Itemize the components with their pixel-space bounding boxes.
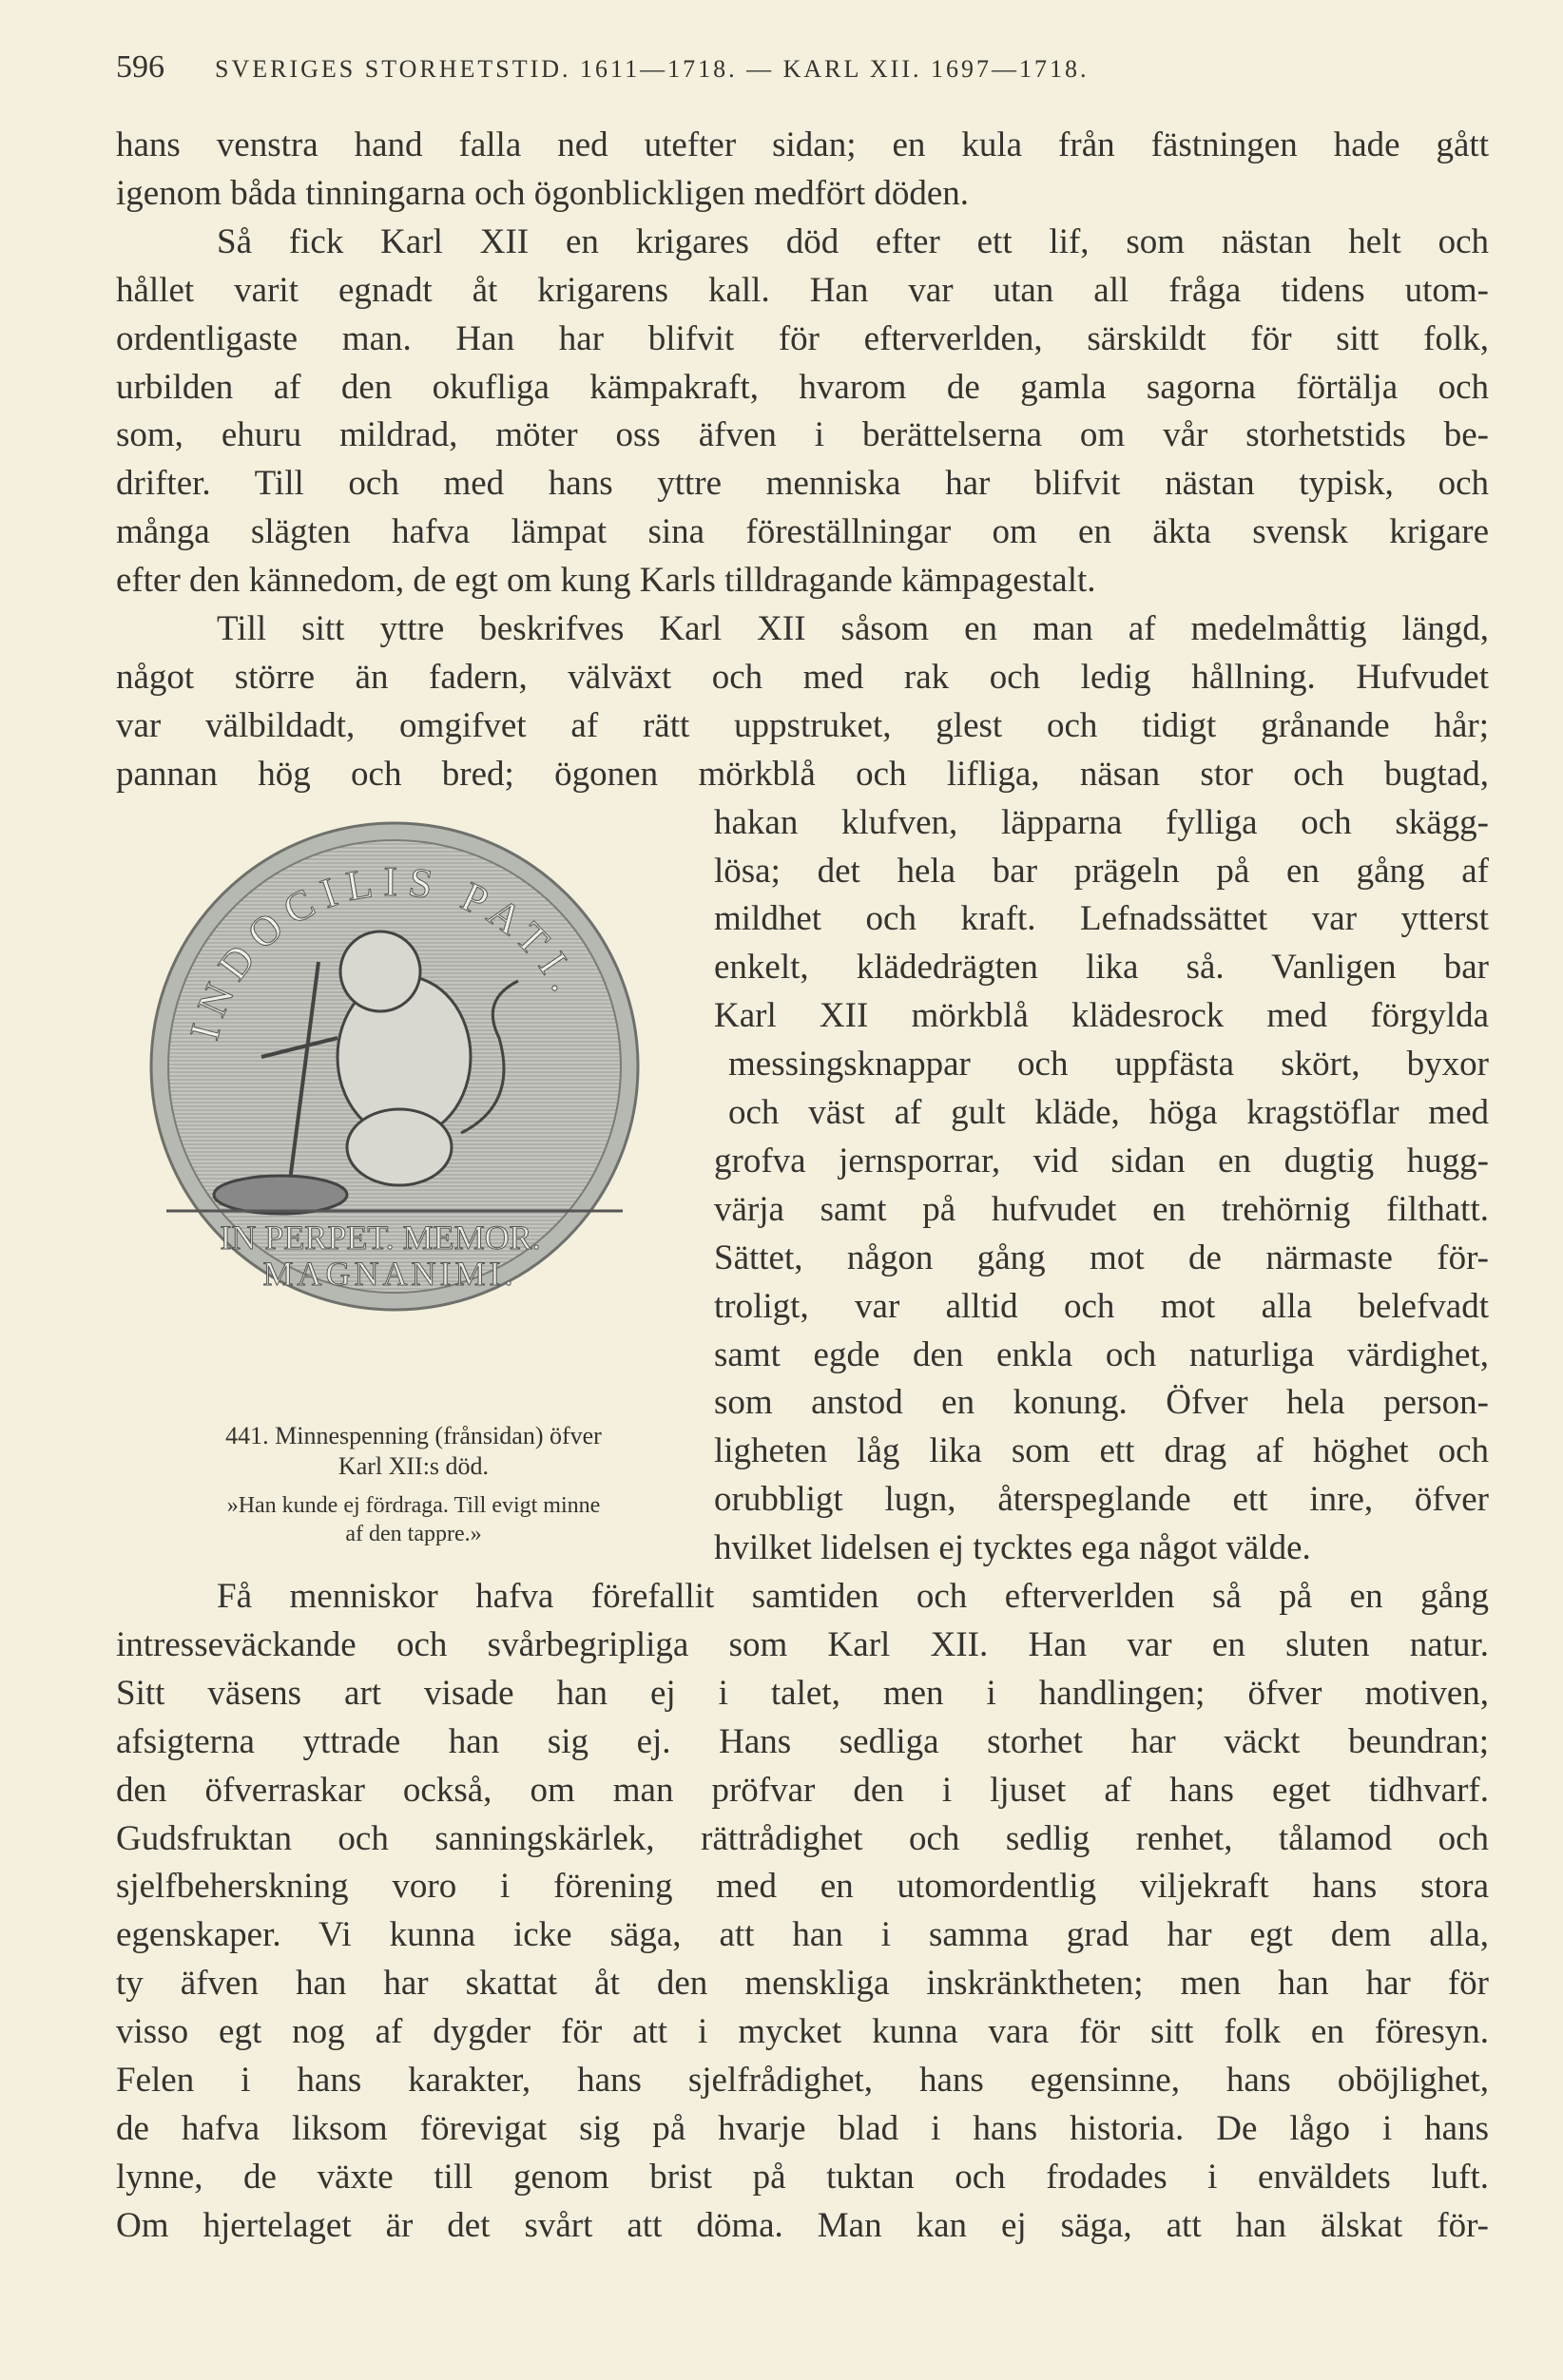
text-line: var välbildadt, omgifvet af rätt uppstruket, glest och tidigt grånande hår;	[116, 705, 1489, 745]
text-line: Om hjertelaget är det svårt att döma. Man kan ej säga, att han älskat för-	[116, 2205, 1489, 2245]
text-line: Gudsfruktan och sanningskärlek, rättrådighet och sedlig renhet, tålamod och	[116, 1818, 1489, 1858]
text-line: lynne, de växte till genom brist på tuktan och frodades i enväldets luft.	[116, 2157, 1489, 2197]
text-line: Sättet, någon gång mot de närmaste för-	[714, 1238, 1489, 1277]
text-line: visso egt nog af dygder för att i mycket kunna vara för sitt folk en föresyn.	[116, 2012, 1489, 2052]
text-line: Till sitt yttre beskrifves Karl XII såsom en man af medelmåttig längd,	[217, 609, 1489, 648]
text-line: drifter. Till och med hans yttre menniska har blifvit nästan typisk, och	[116, 464, 1489, 504]
text-line: som anstod en konung. Öfver hela person-	[714, 1383, 1489, 1423]
text-line: Felen i hans karakter, hans sjelfrådighet, hans egensinne, hans oböjlighet,	[116, 2061, 1489, 2100]
figure-caption-title-2: Karl XII:s död.	[338, 1452, 490, 1480]
text-line: hvilket lidelsen ej tycktes ega något välde.	[714, 1528, 1311, 1568]
text-line: Få menniskor hafva förefallit samtiden och efterverlden så på en gång	[217, 1577, 1489, 1616]
text-line: orubbligt lugn, återspeglande ett inre, öfver	[714, 1480, 1489, 1520]
text-line: hans venstra hand falla ned utefter sidan; en kula från fästningen hade gått	[116, 125, 1489, 164]
text-line: grofva jernsporrar, vid sidan en dugtig hugg-	[714, 1141, 1489, 1180]
text-line: ordentligaste man. Han har blifvit för efterverlden, särskildt för sitt folk,	[116, 318, 1489, 358]
text-line: urbilden af den okufliga kämpakraft, hvarom de gamla sagorna förtälja och	[116, 367, 1489, 407]
text-line: sjelfbeherskning voro i förening med en utomordentlig viljekraft hans stora	[116, 1867, 1489, 1907]
text-line: samt egde den enkla och naturliga värdighet,	[714, 1334, 1489, 1374]
text-line: värja samt på hufvudet en trehörnig filthatt.	[714, 1189, 1489, 1229]
text-line: mildhet och kraft. Lefnadssättet var ytterst	[714, 899, 1489, 939]
text-line: afsigterna yttrade han sig ej. Hans sedliga storhet har väckt beundran;	[116, 1721, 1489, 1761]
text-line: enkelt, klädedrägten lika så. Vanligen bar	[714, 948, 1489, 988]
text-line: och väst af gult kläde, höga kragstöflar med	[728, 1093, 1489, 1132]
medal-legend-top: INDOCILIS PATI.	[181, 857, 593, 1045]
text-line: Så fick Karl XII en krigares död efter ett lif, som nästan helt och	[217, 221, 1489, 261]
text-line: troligt, var alltid och mot alla belefvadt	[714, 1286, 1489, 1326]
text-line: något större än fadern, välväxt och med rak och ledig hållning. Hufvudet	[116, 657, 1489, 697]
text-line: som, ehuru mildrad, möter oss äfven i berättelserna om vår storhetstids be-	[116, 415, 1489, 455]
figure-caption-quote-2: af den tappre.»	[345, 1522, 482, 1546]
text-line: den öfverraskar också, om man pröfvar den i ljuset af hans eget tidhvarf.	[116, 1770, 1489, 1810]
text-line: ty äfven han har skattat åt den menskliga inskränktheten; men han har för	[116, 1964, 1489, 2004]
figure-caption-title: 441. Minnespenning (frånsidan) öfver	[225, 1422, 602, 1449]
text-line: ligheten låg lika som ett drag af höghet och	[714, 1431, 1489, 1471]
text-line: Sitt väsens art visade han ej i talet, men i handlingen; öfver motiven,	[116, 1673, 1489, 1713]
text-line: lösa; det hela bar prägeln på en gång af	[714, 851, 1489, 891]
text-line: efter den kännedom, de egt om kung Karls tilldragande kämpagestalt.	[116, 561, 1096, 601]
figure-caption-quote: »Han kunde ej fördraga. Till evigt minne	[226, 1493, 601, 1518]
text-line: många slägten hafva lämpat sina föreställningar om en äkta svensk krigare	[116, 512, 1489, 552]
text-line: intresseväckande och svårbegripliga som Karl XII. Han var en sluten natur.	[116, 1624, 1489, 1664]
text-line: messingsknappar och uppfästa skört, byxor	[728, 1045, 1489, 1084]
page-number: 596	[116, 49, 164, 85]
medal-legend-bottom-1: IN PERPET. MEMOR.	[220, 1219, 541, 1257]
text-line: hållet varit egnadt åt krigarens kall. Han var utan all fråga tidens utom-	[116, 270, 1489, 310]
text-line: pannan hög och bred; ögonen mörkblå och lifliga, näsan stor och bugtad,	[116, 754, 1489, 794]
text-line: igenom båda tinningarna och ögonblickligen medfört döden.	[116, 173, 970, 213]
text-line: Karl XII mörkblå klädesrock med förgylda	[714, 996, 1489, 1036]
text-line: de hafva liksom förevigat sig på hvarje blad i hans historia. De lågo i hans	[116, 2108, 1489, 2148]
medal-illustration	[147, 819, 642, 1314]
text-line: egenskaper. Vi kunna icke säga, att han i samma grad har egt dem alla,	[116, 1915, 1489, 1955]
text-line: hakan klufven, läpparna fylliga och skägg-	[714, 802, 1489, 842]
medal-legend-bottom-2: MAGNANIMI.	[262, 1255, 517, 1293]
running-title: SVERIGES STORHETSTID. 1611—1718. — KARL XII. 1697—1718.	[215, 55, 1090, 83]
